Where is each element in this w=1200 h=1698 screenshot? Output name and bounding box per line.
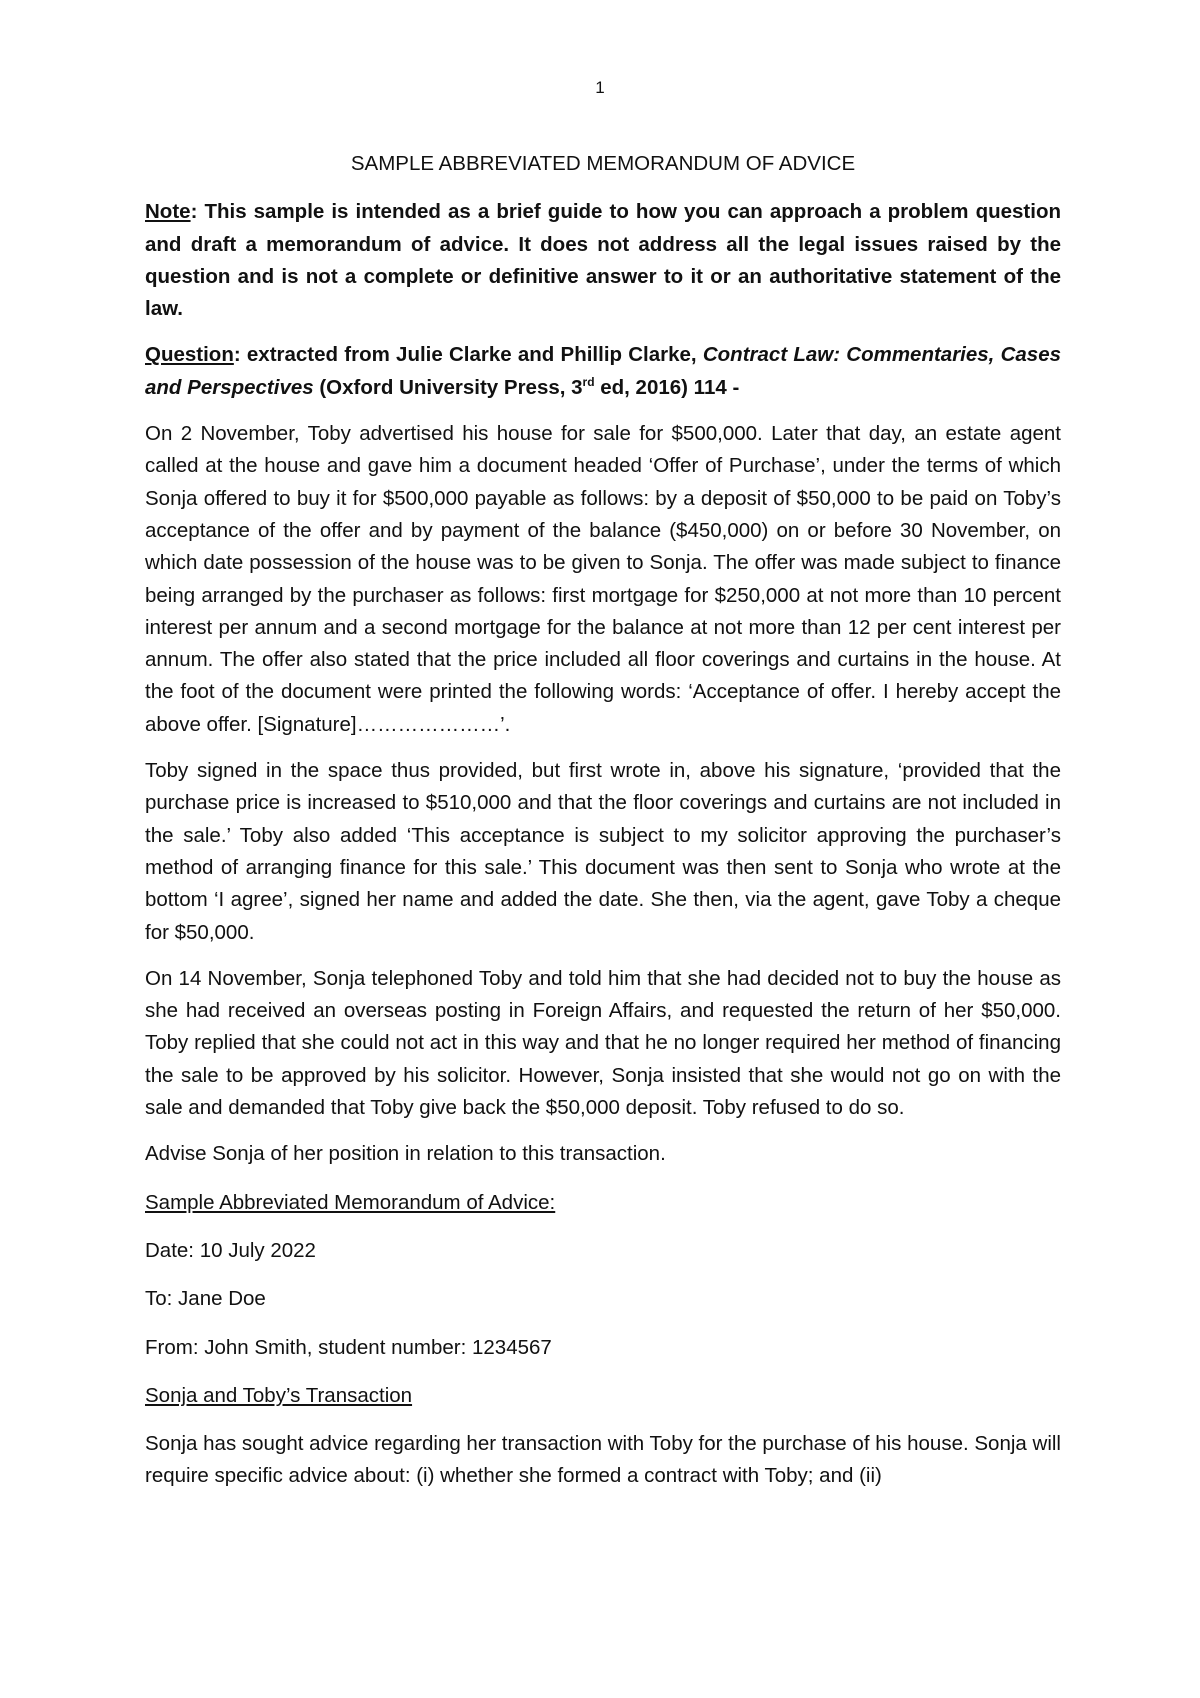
page-number: 1 (595, 78, 605, 97)
memo-date: Date: 10 July 2022 (145, 1238, 316, 1262)
note-paragraph (145, 196, 1061, 325)
note-text: This sample is intended as a brief guide to how you can approach a problem question and draft a memorandum of advice. It does not address all the legal issues raised by the question and is not a complete or definitive answer to it or an authoritative statement of the law. (145, 200, 1061, 321)
document-title: SAMPLE ABBREVIATED MEMORANDUM OF ADVICE (350, 152, 856, 175)
question-source-text: extracted from Julie Clarke and Phillip Clarke, (240, 343, 703, 367)
section-heading: Sonja and Toby’s Transaction (145, 1383, 413, 1407)
question-paragraph (145, 339, 1061, 404)
document-body (145, 148, 1061, 1507)
memo-to: To: Jane Doe (145, 1287, 266, 1311)
question-source-end: ed, 2016) 114 - (594, 375, 740, 399)
memo-heading: Sample Abbreviated Memorandum of Advice: (145, 1190, 556, 1214)
publisher-text: (Oxford University Press, 3 (313, 375, 583, 399)
facts-paragraph-2: Toby signed in the space thus provided, but first wrote in, above his signature, ‘provided that the purchase price is increased to $510,000 and that the floor coverings and curtains are not included in the sale.’ Toby also added ‘This acceptance is subject to my solicitor approving the purchaser’s method of arranging finance for this sale.’ This document was then sent to Sonja who wrote at the bottom ‘I agree’, signed her name and added the date. She then, via the agent, gave Toby a cheque for $50,000. (145, 759, 1061, 944)
note-colon: : (190, 200, 198, 224)
facts-paragraph-1: On 2 November, Toby advertised his house for sale for $500,000. Later that day, an estate agent called at the house and gave him a document headed ‘Offer of Purchase’, under the terms of which Sonja offered to buy it for $500,000 payable as follows: by a deposit of $50,000 to be paid on Toby’s acceptance of the offer and by payment of the balance ($450,000) on or before 30 November, on which date possession of the house was to be given to Sonja. The offer was made subject to finance being arranged by the purchaser as follows: first mortgage for $250,000 at not more than 10 percent interest per annum and a second mortgage for the balance at not more than 12 per cent interest per annum. The offer also stated that the price included all floor coverings and curtains in the house. At the foot of the document were printed the following words: ‘Acceptance of offer. I hereby accept the above offer. [Signature]…………………’. (145, 422, 1061, 736)
book-title: Contract Law: Commentaries, Cases and Perspectives (145, 343, 1062, 399)
note-label: Note (145, 200, 191, 224)
memo-from: From: John Smith, student number: 1234567 (145, 1335, 552, 1359)
edition-superscript: rd (582, 374, 595, 389)
memo-intro-paragraph: Sonja has sought advice regarding her transaction with Toby for the purchase of his house. Sonja will require specific advice about: (i) whether she formed a contract with Toby; and (ii) (145, 1432, 1061, 1488)
facts-paragraph-3: On 14 November, Sonja telephoned Toby and told him that she had decided not to buy the house as she had received an overseas posting in Foreign Affairs, and requested the return of her $50,000. Toby replied that she could not act in this way and that he no longer required her method of financing the sale to be approved by his solicitor. However, Sonja insisted that she would not go on with the sale and demanded that Toby give back the $50,000 deposit. Toby refused to do so. (145, 966, 1061, 1120)
advice-instruction: Advise Sonja of her position in relation to this transaction. (145, 1142, 666, 1166)
question-colon: : (233, 343, 241, 367)
question-label: Question (145, 343, 234, 367)
